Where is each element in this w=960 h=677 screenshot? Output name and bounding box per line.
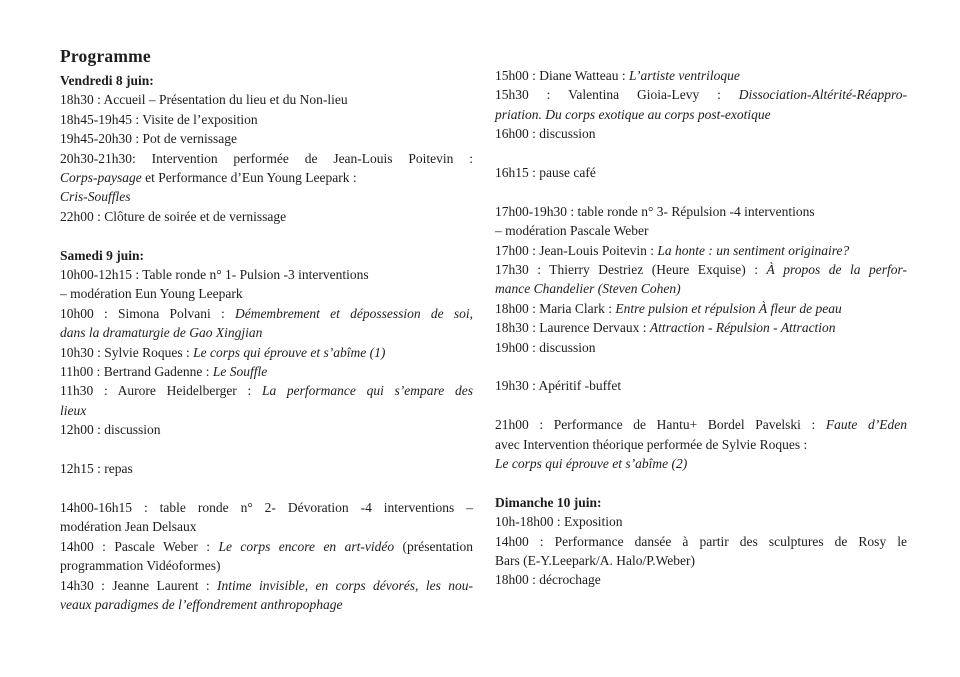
program-line [495, 318, 907, 337]
program-line [495, 202, 907, 221]
program-line [495, 124, 907, 143]
program-line [60, 420, 473, 439]
program-line [60, 265, 473, 284]
text-run: Dissociation-Altérité-Réappro- [738, 87, 907, 103]
text-run: 16h15 : pause café [495, 165, 596, 181]
text-run: mance Chandelier (Steven Cohen) [495, 281, 681, 297]
program-line [60, 90, 473, 109]
program-line [60, 362, 473, 381]
program-line [495, 376, 907, 395]
text-run: 10h00 : Simona Polvani : [60, 305, 235, 321]
text-run: 22h00 : Clôture de soirée et de vernissage [60, 208, 287, 224]
text-run: La performance qui s’empare des [261, 383, 473, 399]
text-run: Samedi 9 juin: [60, 247, 145, 263]
program-line [495, 66, 907, 85]
text-run: 14h00 : Pascale Weber : [60, 538, 219, 554]
text-run: 14h30 : Jeanne Laurent : [60, 577, 218, 593]
program-line [60, 323, 473, 342]
program-line [495, 551, 907, 570]
text-run: priation. Du corps exotique au corps post-exotique [495, 106, 771, 122]
text-run: 12h15 : repas [60, 461, 133, 477]
text-run: 18h00 : Maria Clark : [495, 300, 616, 316]
text-run: programmation Vidéoformes) [60, 558, 221, 574]
text-run: (présentation [394, 538, 473, 554]
text-run: lieux [60, 402, 87, 418]
text-run: 20h30-21h30: Intervention performée de Jean-Louis Poitevin : [60, 150, 473, 166]
program-line [60, 284, 473, 303]
text-run: 18h30 : Laurence Dervaux : [495, 320, 650, 336]
program-line [60, 343, 473, 362]
text-run: Le corps encore en art-vidéo [218, 538, 395, 554]
program-line [60, 459, 473, 478]
text-run: veaux paradigmes de l’effondrement anthropophage [60, 596, 343, 612]
program-line [495, 512, 907, 531]
program-line [60, 246, 473, 265]
text-run: Le corps qui éprouve et s’abîme (2) [495, 456, 688, 472]
program-line [60, 381, 473, 400]
program-line [495, 221, 907, 240]
text-run: Corps-paysage [60, 170, 142, 186]
program-line [60, 537, 473, 556]
text-run: et Performance d’Eun Young Leepark : [141, 170, 357, 186]
text-run: 11h00 : Bertrand Gadenne : [60, 364, 213, 380]
text-run: Intime invisible, en corps dévorés, les nou- [217, 577, 473, 593]
program-line [495, 415, 907, 434]
text-run: 21h00 : Performance de Hantu+ Bordel Pavelski : [495, 417, 826, 433]
text-run: 16h00 : discussion [495, 126, 596, 142]
program-line [495, 338, 907, 357]
text-run: 19h00 : discussion [495, 339, 596, 355]
program-line [495, 532, 907, 551]
text-run: Entre pulsion et répulsion À fleur de peau [615, 300, 842, 316]
text-run: À propos de la perfor- [766, 262, 907, 278]
page-title: Programme [60, 45, 151, 66]
program-line [60, 304, 473, 323]
text-run: 18h45-19h45 : Visite de l’exposition [60, 111, 258, 127]
program-line [60, 556, 473, 575]
program-line [495, 241, 907, 260]
text-run: 17h00-19h30 : table ronde n° 3- Répulsion -4 interventions [495, 203, 815, 219]
column-left [60, 71, 473, 614]
text-run: 19h45-20h30 : Pot de vernissage [60, 131, 237, 147]
program-line [60, 517, 473, 536]
program-line [60, 401, 473, 420]
program-line [495, 493, 907, 512]
text-run: Bars (E-Y.Leepark/A. Halo/P.Weber) [495, 553, 695, 569]
text-run: Faute d’Eden [825, 417, 907, 433]
program-line [60, 207, 473, 226]
program-line [495, 85, 907, 104]
program-line [495, 260, 907, 279]
column-right [495, 66, 907, 590]
program-line [60, 110, 473, 129]
text-run: 19h30 : Apéritif -buffet [495, 378, 622, 394]
text-run: 18h00 : décrochage [495, 572, 601, 588]
program-line [60, 595, 473, 614]
program-line [60, 168, 473, 187]
program-line [495, 163, 907, 182]
text-run: 15h30 : Valentina Gioia-Levy : [495, 87, 739, 103]
program-line [495, 454, 907, 473]
text-run: 14h00 : Performance dansée à partir des sculptures de Rosy le [495, 533, 907, 549]
program-line [495, 435, 907, 454]
text-run: modération Jean Delsaux [60, 519, 197, 535]
text-run: 17h00 : Jean-Louis Poitevin : [495, 242, 658, 258]
program-line [495, 105, 907, 124]
text-run: – modération Pascale Weber [495, 223, 649, 239]
program-line [60, 576, 473, 595]
text-run: Attraction - Répulsion - Attraction [649, 320, 836, 336]
text-run: dans la dramaturgie de Gao Xingjian [60, 325, 263, 341]
text-run: 10h-18h00 : Exposition [495, 514, 623, 530]
program-line [60, 187, 473, 206]
text-run: 14h00-16h15 : table ronde n° 2- Dévoration -4 interventions – [60, 499, 473, 515]
text-run: 10h30 : Sylvie Roques : [60, 344, 194, 360]
program-line [495, 299, 907, 318]
text-run: Vendredi 8 juin: [60, 73, 154, 88]
text-run: La honte : un sentiment originaire? [657, 242, 850, 258]
text-run: Le Souffle [212, 364, 268, 380]
text-run: Démembrement et dépossession de soi, [234, 305, 473, 321]
program-line [495, 279, 907, 298]
text-run: 11h30 : Aurore Heidelberger : [60, 383, 262, 399]
text-run: Le corps qui éprouve et s’abîme (1) [193, 344, 386, 360]
text-run: 18h30 : Accueil – Présentation du lieu et du Non-lieu [60, 92, 348, 108]
text-run: avec Intervention théorique performée de Sylvie Roques : [495, 436, 808, 452]
text-run: Cris-Souffles [60, 189, 131, 205]
program-line [495, 570, 907, 589]
text-run: – modération Eun Young Leepark [60, 286, 243, 302]
program-line [60, 498, 473, 517]
program-line [60, 129, 473, 148]
text-run: 10h00-12h15 : Table ronde n° 1- Pulsion -3 interventions [60, 267, 369, 283]
text-run: L’artiste ventriloque [629, 68, 740, 83]
program-line [60, 149, 473, 168]
text-run: 12h00 : discussion [60, 422, 161, 438]
text-run: 15h00 : Diane Watteau : [495, 68, 630, 83]
program-line [60, 71, 473, 90]
text-run: 17h30 : Thierry Destriez (Heure Exquise) : [495, 262, 767, 278]
text-run: Dimanche 10 juin: [495, 494, 602, 510]
